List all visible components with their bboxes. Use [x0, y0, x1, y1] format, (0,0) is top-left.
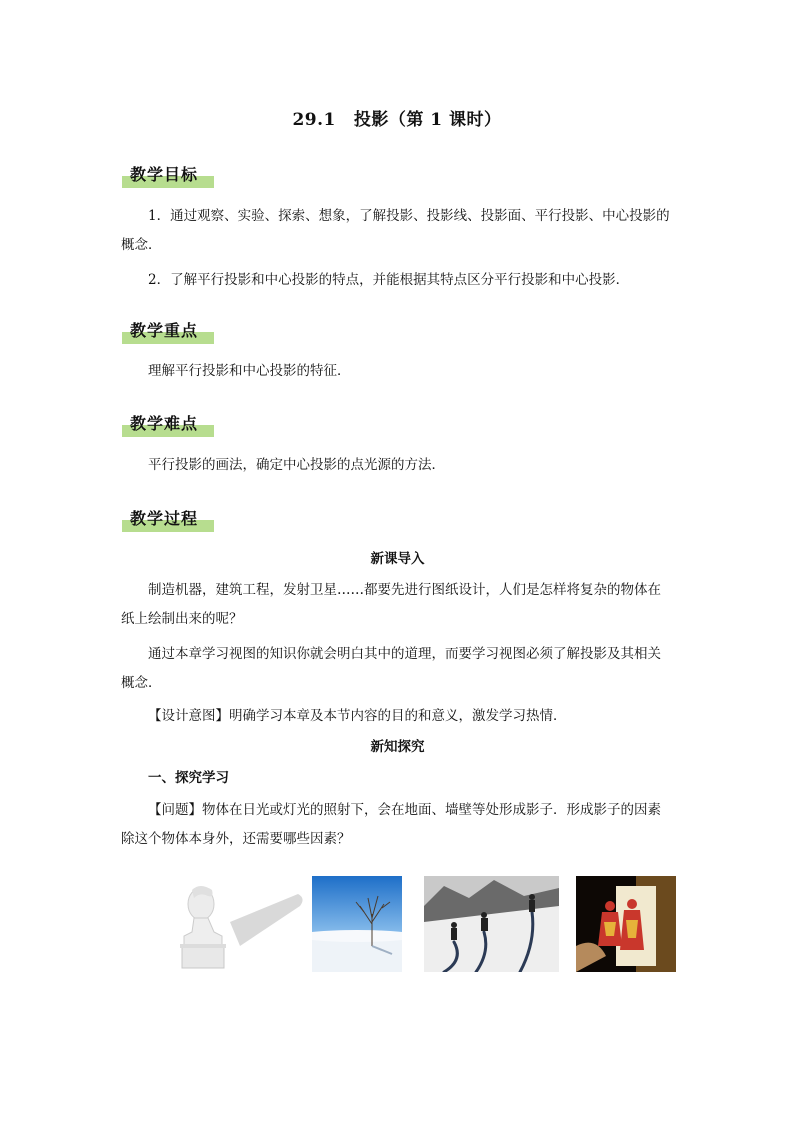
objective-item-1: 1．通过观察、实验、探索、想象，了解投影、投影线、投影面、平行投影、中心投影的概念．	[121, 208, 670, 253]
skiers-shadows-image	[424, 876, 559, 972]
section-heading-process: 教学过程	[122, 506, 214, 532]
intro-paragraph-1: 制造机器，建筑工程，发射卫星……都要先进行图纸设计，人们是怎样将复杂的物体在纸上绘制出来的呢？	[121, 582, 661, 627]
key-points-text: 理解平行投影和中心投影的特征．	[148, 363, 351, 379]
subheading-explore-learning: 一、探究学习	[148, 770, 229, 786]
section-heading-objectives: 教学目标	[122, 162, 214, 188]
question-paragraph: 【问题】物体在日光或灯光的照射下，会在地面、墙壁等处形成影子．形成影子的因素除这个物体本身外，还需要哪些因素？	[121, 802, 661, 847]
objective-item-2: 2．了解平行投影和中心投影的特点，并能根据其特点区分平行投影和中心投影．	[148, 272, 630, 288]
explore-heading: 新知探究	[370, 739, 425, 755]
section-heading-key-points: 教学重点	[122, 318, 214, 344]
intro-heading: 新课导入	[370, 551, 425, 567]
snow-tree-image	[312, 876, 402, 972]
difficulties-text: 平行投影的画法，确定中心投影的点光源的方法．	[148, 457, 445, 473]
shadow-puppet-image	[576, 876, 676, 972]
statue-shadow-image	[170, 876, 305, 972]
page-title: 29.1 投影（第 1 课时）	[292, 110, 502, 130]
section-heading-difficulties: 教学难点	[122, 411, 214, 437]
intro-paragraph-2: 通过本章学习视图的知识你就会明白其中的道理，而要学习视图必须了解投影及其相关概念．	[121, 646, 661, 691]
design-intent: 【设计意图】明确学习本章及本节内容的目的和意义，激发学习热情．	[148, 708, 567, 724]
